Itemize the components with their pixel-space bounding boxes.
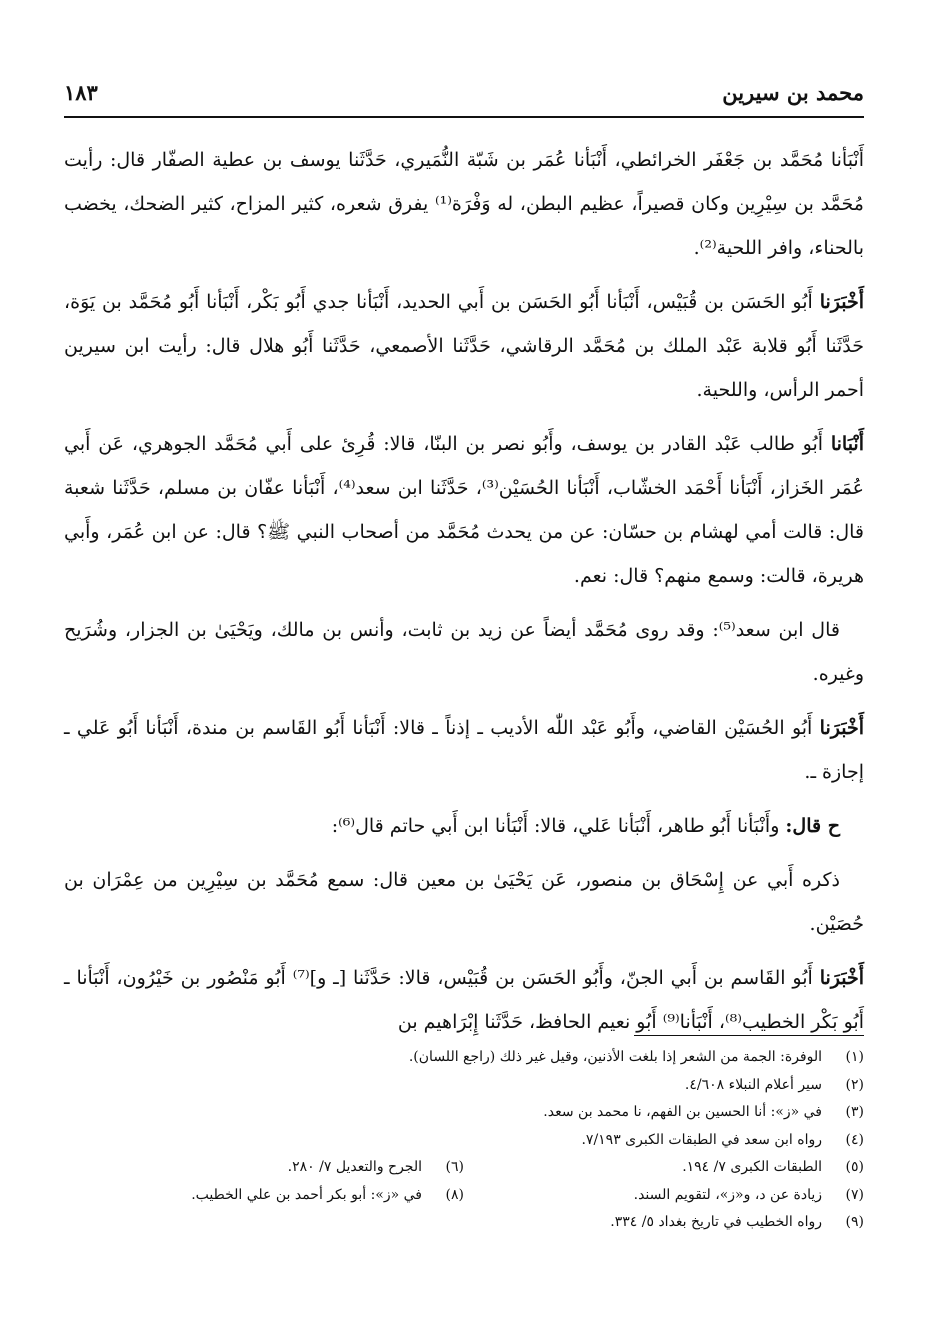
paragraph-text: أَنْبَأنا مُحَمَّد بن جَعْفَر الخرائطي، أَنْبَأنا عُمَر بن شَبّة النُّمَيري، حَدَّثَنا يوسف بن عطية الصفّار قال: رأيت مُحَمَّد بن سِيْرِين وكان قصيراً، عظيم البطن، له وَفْرَة⁽¹⁾ يفرق شعره، كثير المزاح، كثير الضحك، يخضب بالحناء، وافر اللحية⁽²⁾.: [64, 149, 864, 259]
paragraph: [64, 138, 864, 270]
footnote-text: رواه ابن سعد في الطبقات الكبرى ٧/١٩٣.: [581, 1131, 822, 1148]
footnote-text: في «ز»: أنا الحسين بن الفهم، نا محمد بن سعد.: [543, 1104, 822, 1120]
main-text: [64, 138, 864, 1054]
footnote: [464, 1182, 864, 1210]
paragraph: [64, 858, 864, 946]
footnote-separator: [634, 1035, 864, 1036]
paragraph: [64, 280, 864, 412]
footnote-number: (٦): [445, 1159, 464, 1175]
paragraph-text: قال ابن سعد⁽⁵⁾: وقد روى مُحَمَّد أيضاً عن زيد بن ثابت، وأنس بن مالك، ويَحْيَىٰ بن الجزار، وشُرَيح وغيره.: [64, 619, 864, 685]
footnote-number: (٨): [445, 1186, 464, 1203]
footnote: [64, 1044, 864, 1072]
page-header: [64, 78, 864, 112]
footnote-number: (٥): [845, 1159, 864, 1175]
paragraph: [64, 956, 864, 1044]
isnad-lead: أَخْبَرَنا: [819, 291, 865, 313]
footnote-text: في «ز»: أبو بكر أحمد بن علي الخطيب.: [191, 1186, 422, 1203]
footnote: [64, 1209, 864, 1237]
footnote: [64, 1099, 864, 1127]
paragraph-text: أَبُو القَاسم بن أَبي الجنّ، وأَبُو الحَسَن بن قُبَيْس، قالا: حَدَّثَنا [ـ و]⁽⁷⁾ أَبُو مَنْصُور بن خَيْرُون، أَنْبَأنا ـ أَبُو بَكْر الخطيب⁽⁸⁾، أَنْبَأنا⁽⁹⁾ أَبُو نعيم الحافظ، حَدَّثَنا إِبْرَاهيم بن: [64, 967, 864, 1033]
footnote-text: الطبقات الكبرى ٧/ ١٩٤.: [682, 1159, 822, 1175]
isnad-lead: أَنْبَانا: [830, 433, 864, 455]
footnote-number: (٢): [845, 1076, 864, 1093]
paragraph: [64, 804, 864, 848]
isnad-lead: ح قال:: [785, 815, 840, 837]
paragraph: [64, 706, 864, 794]
footnote-number: (١): [845, 1049, 864, 1065]
paragraph-text: ذكره أَبي عن إِسْحَاق بن منصور، عَن يَحْيَىٰ بن معين قال: سمع مُحَمَّد بن سِيْرِين من عِمْرَان بن حُصَيْن.: [64, 869, 864, 935]
paragraph-text: أَبُو طالب عَبْد القادر بن يوسف، وأَبُو نصر بن البنّا، قالا: قُرِئ على أَبي مُحَمَّد الجوهري، عَن أَبي عُمَر الخَزاز، أَنْبَأنا أَحْمَد الخشّاب، أَنْبَأنا الحُسَيْن⁽³⁾، حَدَّثَنا ابن سعد⁽⁴⁾، أَنْبَأنا عفّان بن مسلم، حَدَّثَنا شعبة قال: قالت أمي لهشام بن حسّان: عن من يحدث مُحَمَّد من أصحاب النبي ﷺ؟ قال: عن ابن عُمَر، وأَبي هريرة، قالت: وسمع منهم؟ قال: نعم.: [64, 433, 865, 587]
header-rule: [64, 116, 864, 118]
footnote: [464, 1154, 864, 1182]
paragraph-text: وأَنْبَأنا أَبُو طاهر، أَنْبَأنا عَلي، قالا: أَنْبَأنا ابن أَبي حاتم قال⁽⁶⁾:: [331, 815, 786, 837]
footnote-text: زيادة عن د، و«ز»، لتقويم السند.: [633, 1186, 822, 1203]
footnote-number: (٤): [845, 1131, 864, 1148]
paragraph-text: أَبُو الحَسَن بن قُبَيْس، أَنْبَأنا أَبُو الحَسَن بن أَبي الحديد، أَنْبَأنا جدي أَبُو بَكْر، أَنْبَأنا أَبُو مُحَمَّد بن يَوَة، حَدَّثَنا أَبُو قلابة عَبْد الملك بن مُحَمَّد الرقاشي، حَدَّثَنا الأصمعي، حَدَّثَنا أَبُو هلال قال: رأيت ابن سيرين أحمر الرأس، واللحية.: [64, 291, 864, 401]
footnote-text: رواه الخطيب في تاريخ بغداد ٥/ ٣٣٤.: [610, 1214, 822, 1230]
footnote-row: [64, 1182, 864, 1210]
footnotes: [64, 1044, 864, 1237]
page-number: ١٨٣: [64, 80, 98, 105]
footnote: [64, 1127, 864, 1155]
paragraph: [64, 608, 864, 696]
paragraph: [64, 422, 864, 598]
footnote-number: (٩): [845, 1214, 864, 1230]
footnote-row: [64, 1154, 864, 1182]
footnote: [64, 1182, 464, 1210]
footnote: [64, 1154, 464, 1182]
footnote-number: (٧): [845, 1186, 864, 1203]
footnote-text: الوفرة: الجمة من الشعر إذا بلغت الأذنين، وقيل غير ذلك (راجع اللسان).: [408, 1049, 822, 1065]
isnad-lead: أَخْبَرَنا: [819, 717, 864, 739]
isnad-lead: أَخْبَرَنا: [819, 967, 865, 989]
running-title: محمد بن سيرين: [722, 80, 864, 105]
footnote: [64, 1072, 864, 1100]
footnote-number: (٣): [845, 1104, 864, 1120]
footnote-text: سير أعلام النبلاء ٤/٦٠٨.: [684, 1076, 822, 1093]
footnote-text: الجرح والتعديل ٧/ ٢٨٠.: [287, 1159, 422, 1175]
paragraph-text: أَبُو الحُسَيْن القاضي، وأَبُو عَبْد اللّٰه الأديب ـ إذناً ـ قالا: أَنْبَأنا أَبُو القَاسم بن مندة، أَنْبَأنا أَبُو عَلي ـ إجازة ـ.: [64, 717, 864, 783]
